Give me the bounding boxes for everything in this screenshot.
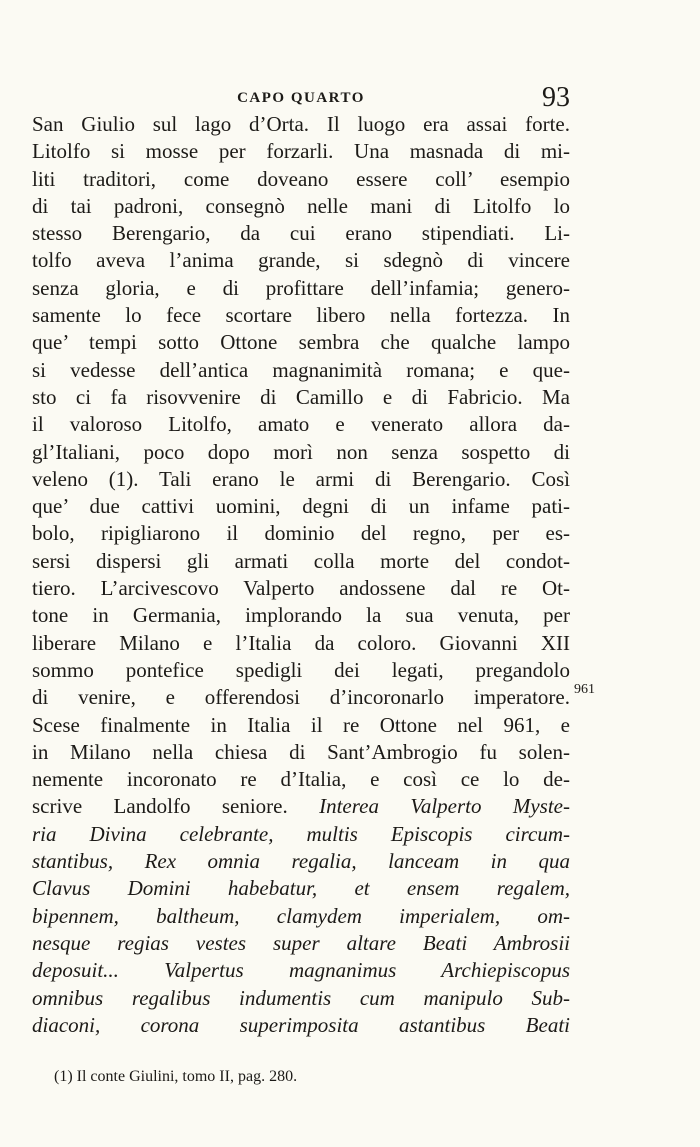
latin-quote-line — [32, 985, 570, 1012]
text-line: gl’Italiani, poco dopo morì non senza sospetto di — [32, 439, 570, 464]
latin-quote-line — [32, 1012, 570, 1039]
latin-quote-text: bipennem, baltheum, clamydem imperialem, om- — [32, 903, 570, 928]
latin-quote-text: stantibus, Rex omnia regalia, lanceam in qua — [32, 849, 570, 874]
text-line: stesso Berengario, da cui erano stipendiati. Li- — [32, 221, 570, 246]
latin-quote-text: deposuit... Valpertus magnanimus Archiepiscopus — [32, 958, 570, 983]
text-line: Litolfo si mosse per forzarli. Una masnada di mi- — [32, 139, 570, 164]
text-line: senza gloria, e di profittare dell’infamia; genero- — [32, 275, 570, 300]
text-line: samente lo fece scortare libero nella fortezza. In — [32, 303, 570, 328]
roman-span: scrive Landolfo seniore. — [32, 794, 320, 819]
margin-year-note: 961 — [574, 682, 595, 697]
text-line: tolfo aveva l’anima grande, si sdegnò di vincere — [32, 248, 570, 273]
text-line: liti traditori, come doveano essere coll’ esempio — [32, 166, 570, 191]
text-line: San Giulio sul lago d’Orta. Il luogo era assai forte. — [32, 112, 570, 136]
text-line: in Milano nella chiesa di Sant’Ambrogio fu solen- — [32, 739, 570, 764]
latin-quote-line — [32, 957, 570, 984]
latin-quote-line — [32, 903, 570, 930]
text-line: liberare Milano e l’Italia da coloro. Giovanni XII — [32, 630, 570, 655]
page-number: 93 — [542, 82, 570, 113]
text-line: tone in Germania, implorando la sua venuta, per — [32, 603, 570, 628]
text-line: di tai padroni, consegnò nelle mani di Litolfo lo — [32, 193, 570, 218]
text-line: nemente incoronato re d’Italia, e così ce lo de- — [32, 767, 570, 792]
latin-quote-span: Interea Valperto Myste- — [319, 794, 570, 819]
text-line: di venire, e offerendosi d’incoronarlo imperatore. — [32, 685, 570, 710]
text-line: bolo, ripigliarono il dominio del regno, per es- — [32, 521, 570, 546]
text-line: Scese finalmente in Italia il re Ottone nel 961, e — [32, 712, 570, 737]
body-text — [32, 111, 570, 1039]
latin-quote-line — [32, 821, 570, 848]
latin-quote-line — [32, 848, 570, 875]
latin-quote-line — [32, 930, 570, 957]
latin-quote-text: Clavus Domini habebatur, et ensem regalem, — [32, 876, 570, 901]
text-line: si vedesse dell’antica magnanimità romana; e que- — [32, 357, 570, 382]
footnote: (1) Il conte Giulini, tomo II, pag. 280. — [54, 1068, 298, 1085]
text-line: veleno (1). Tali erano le armi di Berengario. Così — [32, 466, 570, 491]
latin-quote-text: ria Divina celebrante, multis Episcopis circum- — [32, 821, 570, 846]
text-line: sommo pontefice spedigli dei legati, pregandolo — [32, 657, 570, 682]
text-line-mixed — [32, 793, 570, 820]
latin-quote-text: omnibus regalibus indumentis cum manipulo Sub- — [32, 985, 570, 1010]
text-line: que’ due cattivi uomini, degni di un infame pati- — [32, 494, 570, 519]
running-title: CAPO QUARTO — [237, 90, 365, 106]
text-line: sersi dispersi gli armati colla morte del condot- — [32, 548, 570, 573]
latin-quote-line — [32, 875, 570, 902]
text-line: il valoroso Litolfo, amato e venerato allora da- — [32, 412, 570, 437]
text-line: que’ tempi sotto Ottone sembra che qualche lampo — [32, 330, 570, 355]
latin-quote-text: diaconi, corona superimposita astantibus Beati — [32, 1012, 570, 1037]
text-line: tiero. L’arcivescovo Valperto andossene dal re Ot- — [32, 576, 570, 601]
text-line: sto ci fa risovvenire di Camillo e di Fabricio. Ma — [32, 384, 570, 409]
latin-quote-text: nesque regias vestes super altare Beati Ambrosii — [32, 930, 570, 955]
